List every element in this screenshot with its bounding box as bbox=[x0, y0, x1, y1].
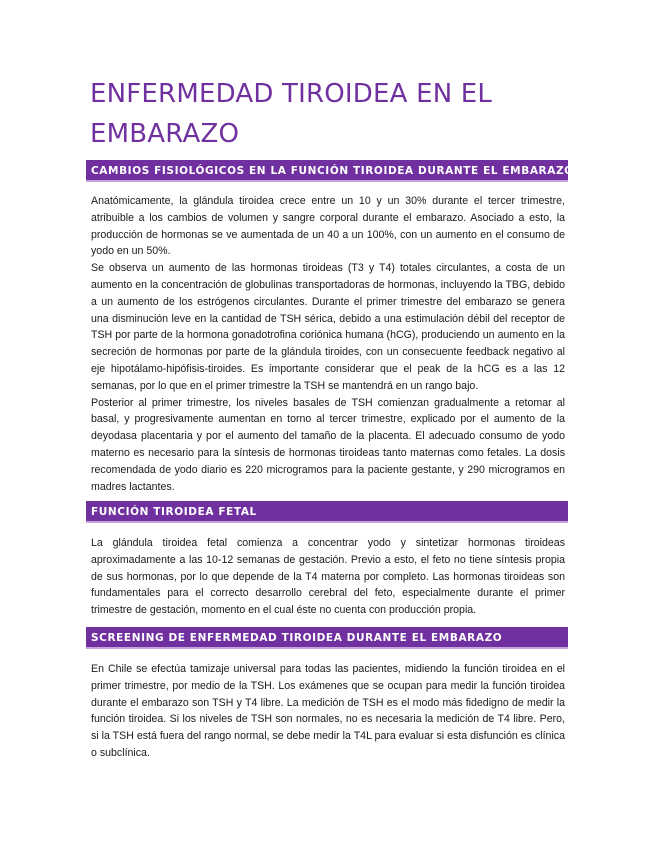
section-heading-physiological-changes: CAMBIOS FISIOLÓGICOS EN LA FUNCIÓN TIROIDEA DURANTE EL EMBARAZO bbox=[86, 160, 568, 182]
document-title bbox=[90, 74, 570, 154]
paragraph: La glándula tiroidea fetal comienza a concentrar yodo y sintetizar hormonas tiroideas aproximadamente a las 10-12 semanas de gestación. Previo a esto, el feto no tiene síntesis propia de sus hormonas, por lo que depende de la T4 materna por completo. Las hormonas tiroideas son fundamentales para el correcto desarrollo cerebral del feto, especialmente durante el primer trimestre de gestación, momento en el cual éste no cuenta con producción propia. bbox=[91, 537, 565, 617]
section-heading-screening: SCREENING DE ENFERMEDAD TIROIDEA DURANTE EL EMBARAZO bbox=[86, 627, 568, 649]
paragraph: Anatómicamente, la glándula tiroidea crece entre un 10 y un 30% durante el tercer trimestre, atribuible a los cambios de volumen y sangre corporal durante el embarazo. Asociado a esto, la producción de hormonas se ve aumentada de un 40 a un 100%, con un aumento en el consumo de yodo en un 50%. bbox=[91, 195, 565, 258]
section-body-screening bbox=[91, 661, 565, 762]
paragraph: Posterior al primer trimestre, los niveles basales de TSH comienzan gradualmente a retomar al basal, y progresivamente aumentan en torno al tercer trimestre, explicado por el aumento de la deyodasa placentaria y por el aumento del tamaño de la placenta. El adecuado consumo de yodo materno es necesario para la síntesis de hormonas tiroideas tanto maternas como fetales. La dosis recomendada de yodo diario es 220 microgramos para la paciente gestante, y 290 microgramos en madres lactantes. bbox=[91, 396, 565, 493]
paragraph: Se observa un aumento de las hormonas tiroideas (T3 y T4) totales circulantes, a costa de un aumento en la concentración de globulinas transportadoras de hormonas, incluyendo la TBG, debido a un aumento de los estrógenos circulantes. Durante el primer trimestre del embarazo se genera una disminución leve en la cantidad de TSH sérica, debido a una estimulación débil del receptor de TSH por parte de la hormona gonadotrofina coriónica humana (hCG), produciendo un aumento en la secreción de hormonas por parte de la glándula tiroides, con un consecuente feedback negativo al eje hipotálamo-hipófisis-tiroides. Es importante considerar que el peak de la hCG es a las 12 semanas, por lo que en el primer trimestre la TSH se mantendrá en un rango bajo. bbox=[91, 262, 565, 392]
section-heading-fetal-thyroid: FUNCIÓN TIROIDEA FETAL bbox=[86, 501, 568, 523]
title-line-2: EMBARAZO bbox=[90, 119, 240, 149]
title-line-1: ENFERMEDAD TIROIDEA EN EL bbox=[90, 79, 493, 109]
section-body-fetal-thyroid bbox=[91, 535, 565, 619]
paragraph: En Chile se efectúa tamizaje universal para todas las pacientes, midiendo la función tiroidea en el primer trimestre, por medio de la TSH. Los exámenes que se ocupan para medir la función tiroidea durante el embarazo son TSH y T4 libre. La medición de TSH es el modo más fidedigno de medir la función tiroidea. Si los niveles de TSH son normales, no es necesaria la medición de T4 libre. Pero, si la TSH está fuera del rango normal, se debe medir la T4L para evaluar si esta disfunción es clínica o subclínica. bbox=[91, 663, 565, 759]
section-body-physiological-changes bbox=[91, 193, 565, 495]
